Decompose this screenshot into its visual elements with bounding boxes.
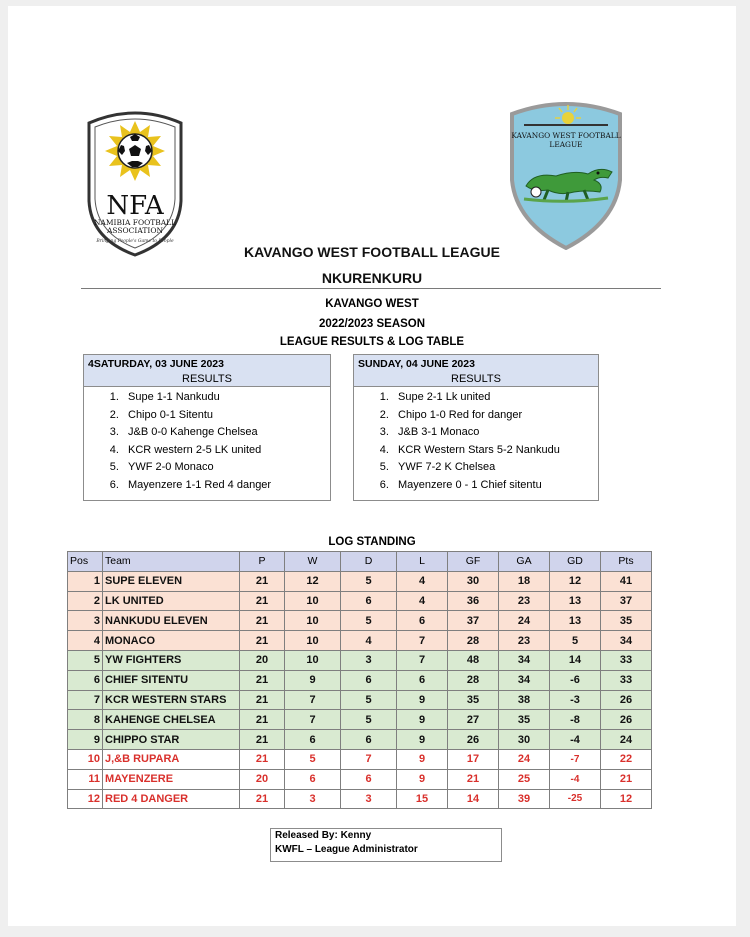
nfa-logo-slogan: Bringing People's Game to People xyxy=(96,239,174,244)
log-cell-d: 6 xyxy=(341,591,397,611)
log-cell-pos: 9 xyxy=(68,730,103,750)
log-cell-ga: 23 xyxy=(499,631,550,651)
log-cell-pts: 35 xyxy=(601,611,652,631)
log-cell-gd: 13 xyxy=(550,591,601,611)
result-item: 5. YWF 2-0 Monaco xyxy=(122,459,330,477)
kwfl-logo-line2: LEAGUE xyxy=(549,140,583,149)
result-item: 6. Mayenzere 1-1 Red 4 danger xyxy=(122,477,330,495)
result-item: 6. Mayenzere 0 - 1 Chief sitentu xyxy=(392,477,598,495)
log-cell-ga: 23 xyxy=(499,591,550,611)
log-cell-l: 4 xyxy=(397,571,448,591)
log-cell-gf: 36 xyxy=(448,591,499,611)
result-item: 4. KCR western 2-5 LK united xyxy=(122,442,330,460)
log-cell-gf: 26 xyxy=(448,730,499,750)
log-cell-w: 7 xyxy=(285,710,341,730)
log-cell-l: 6 xyxy=(397,670,448,690)
log-cell-l: 15 xyxy=(397,789,448,809)
log-cell-ga: 24 xyxy=(499,611,550,631)
log-cell-team: SUPE ELEVEN xyxy=(103,571,240,591)
log-cell-p: 21 xyxy=(240,670,285,690)
nfa-logo-name: NFA xyxy=(106,191,164,221)
divider xyxy=(81,288,661,289)
log-cell-pts: 26 xyxy=(601,690,652,710)
log-cell-ga: 35 xyxy=(499,710,550,730)
log-cell-pts: 37 xyxy=(601,591,652,611)
col-header: P xyxy=(240,552,285,572)
result-item: 1. Supe 2-1 Lk united xyxy=(392,389,598,407)
log-row xyxy=(68,749,652,769)
log-cell-w: 9 xyxy=(285,670,341,690)
log-cell-pts: 26 xyxy=(601,710,652,730)
document-title: LEAGUE RESULTS & LOG TABLE xyxy=(279,336,465,348)
log-row xyxy=(68,611,652,631)
log-cell-w: 10 xyxy=(285,611,341,631)
nfa-logo xyxy=(79,109,191,257)
col-header: Pos xyxy=(68,552,103,572)
log-row xyxy=(68,789,652,809)
log-cell-l: 9 xyxy=(397,769,448,789)
log-cell-ga: 38 xyxy=(499,690,550,710)
log-cell-team: YW FIGHTERS xyxy=(103,650,240,670)
log-cell-gd: -7 xyxy=(550,749,601,769)
log-cell-p: 21 xyxy=(240,571,285,591)
log-cell-gd: 5 xyxy=(550,631,601,651)
results-list xyxy=(354,389,598,494)
log-cell-gf: 37 xyxy=(448,611,499,631)
log-cell-d: 6 xyxy=(341,730,397,750)
log-cell-pts: 24 xyxy=(601,730,652,750)
log-cell-gd: -6 xyxy=(550,670,601,690)
log-cell-d: 5 xyxy=(341,690,397,710)
log-row xyxy=(68,690,652,710)
log-cell-pos: 6 xyxy=(68,670,103,690)
result-item: 2. Chipo 0-1 Sitentu xyxy=(122,407,330,425)
col-header: GD xyxy=(550,552,601,572)
result-item: 4. KCR Western Stars 5-2 Nankudu xyxy=(392,442,598,460)
log-cell-l: 6 xyxy=(397,611,448,631)
result-item: 1. Supe 1-1 Nankudu xyxy=(122,389,330,407)
log-cell-team: J,&B RUPARA xyxy=(103,749,240,769)
results-date: SUNDAY, 04 JUNE 2023 xyxy=(358,358,475,370)
log-cell-l: 9 xyxy=(397,690,448,710)
col-header: GA xyxy=(499,552,550,572)
log-cell-gd: 14 xyxy=(550,650,601,670)
log-cell-l: 9 xyxy=(397,730,448,750)
col-header: GF xyxy=(448,552,499,572)
log-cell-gd: -4 xyxy=(550,730,601,750)
results-heading: RESULTS xyxy=(182,373,232,385)
log-cell-pos: 3 xyxy=(68,611,103,631)
log-body xyxy=(68,571,652,809)
league-location: NKURENKURU xyxy=(321,270,423,286)
log-cell-gf: 30 xyxy=(448,571,499,591)
log-cell-gf: 48 xyxy=(448,650,499,670)
log-cell-gf: 17 xyxy=(448,749,499,769)
log-cell-ga: 30 xyxy=(499,730,550,750)
results-date: 4SATURDAY, 03 JUNE 2023 xyxy=(88,358,224,370)
col-header: Team xyxy=(103,552,240,572)
log-cell-d: 3 xyxy=(341,789,397,809)
col-header: D xyxy=(341,552,397,572)
log-cell-gd: -3 xyxy=(550,690,601,710)
log-cell-l: 9 xyxy=(397,749,448,769)
league-title: KAVANGO WEST FOOTBALL LEAGUE xyxy=(244,244,500,260)
log-row xyxy=(68,571,652,591)
log-cell-team: MAYENZERE xyxy=(103,769,240,789)
col-header: Pts xyxy=(601,552,652,572)
result-item: 3. J&B 3-1 Monaco xyxy=(392,424,598,442)
result-item: 3. J&B 0-0 Kahenge Chelsea xyxy=(122,424,330,442)
log-cell-gd: 13 xyxy=(550,611,601,631)
log-cell-pts: 12 xyxy=(601,789,652,809)
log-cell-gd: -4 xyxy=(550,769,601,789)
log-cell-l: 9 xyxy=(397,710,448,730)
log-cell-pts: 22 xyxy=(601,749,652,769)
log-cell-ga: 24 xyxy=(499,749,550,769)
log-cell-pts: 33 xyxy=(601,670,652,690)
log-cell-p: 21 xyxy=(240,591,285,611)
log-cell-w: 6 xyxy=(285,730,341,750)
log-cell-pos: 1 xyxy=(68,571,103,591)
log-cell-p: 21 xyxy=(240,710,285,730)
log-row xyxy=(68,769,652,789)
log-cell-team: LK UNITED xyxy=(103,591,240,611)
log-cell-w: 10 xyxy=(285,650,341,670)
log-cell-gf: 28 xyxy=(448,670,499,690)
log-cell-gf: 28 xyxy=(448,631,499,651)
log-cell-l: 7 xyxy=(397,650,448,670)
log-cell-p: 20 xyxy=(240,650,285,670)
log-cell-w: 7 xyxy=(285,690,341,710)
log-cell-gd: -25 xyxy=(550,789,601,809)
log-cell-ga: 39 xyxy=(499,789,550,809)
log-cell-team: CHIEF SITENTU xyxy=(103,670,240,690)
results-saturday xyxy=(83,354,331,501)
log-cell-d: 5 xyxy=(341,710,397,730)
log-cell-team: KCR WESTERN STARS xyxy=(103,690,240,710)
log-cell-gd: 12 xyxy=(550,571,601,591)
log-title: LOG STANDING xyxy=(328,536,416,548)
log-cell-l: 7 xyxy=(397,631,448,651)
log-row xyxy=(68,631,652,651)
results-sunday xyxy=(353,354,599,501)
log-cell-d: 4 xyxy=(341,631,397,651)
col-header: L xyxy=(397,552,448,572)
log-cell-gf: 27 xyxy=(448,710,499,730)
log-cell-w: 5 xyxy=(285,749,341,769)
log-cell-w: 12 xyxy=(285,571,341,591)
log-cell-w: 10 xyxy=(285,631,341,651)
log-cell-p: 21 xyxy=(240,730,285,750)
log-cell-p: 21 xyxy=(240,611,285,631)
result-item: 5. YWF 7-2 K Chelsea xyxy=(392,459,598,477)
kwfl-logo xyxy=(504,100,628,250)
log-row xyxy=(68,670,652,690)
log-cell-pos: 8 xyxy=(68,710,103,730)
log-cell-w: 6 xyxy=(285,769,341,789)
log-cell-pos: 2 xyxy=(68,591,103,611)
season-title: 2022/2023 SEASON xyxy=(318,318,426,330)
log-cell-d: 5 xyxy=(341,611,397,631)
log-cell-team: RED 4 DANGER xyxy=(103,789,240,809)
log-row xyxy=(68,730,652,750)
log-cell-pts: 34 xyxy=(601,631,652,651)
log-cell-w: 3 xyxy=(285,789,341,809)
log-cell-d: 6 xyxy=(341,670,397,690)
log-cell-p: 21 xyxy=(240,690,285,710)
document-page xyxy=(8,6,736,926)
log-cell-ga: 25 xyxy=(499,769,550,789)
log-cell-pos: 7 xyxy=(68,690,103,710)
log-cell-gd: -8 xyxy=(550,710,601,730)
region-title: KAVANGO WEST xyxy=(325,298,419,310)
log-cell-pts: 21 xyxy=(601,769,652,789)
log-cell-team: CHIPPO STAR xyxy=(103,730,240,750)
log-cell-d: 7 xyxy=(341,749,397,769)
log-cell-team: MONACO xyxy=(103,631,240,651)
log-header-row xyxy=(68,552,652,572)
log-cell-ga: 34 xyxy=(499,670,550,690)
log-cell-pos: 5 xyxy=(68,650,103,670)
log-cell-pts: 33 xyxy=(601,650,652,670)
log-cell-pos: 11 xyxy=(68,769,103,789)
log-cell-ga: 18 xyxy=(499,571,550,591)
results-list xyxy=(84,389,330,494)
football-icon xyxy=(531,187,541,197)
log-cell-p: 21 xyxy=(240,749,285,769)
log-cell-d: 5 xyxy=(341,571,397,591)
log-cell-pos: 12 xyxy=(68,789,103,809)
log-row xyxy=(68,650,652,670)
log-cell-p: 21 xyxy=(240,631,285,651)
log-row xyxy=(68,591,652,611)
released-by: Released By: Kenny xyxy=(275,830,372,841)
log-row xyxy=(68,710,652,730)
administrator: KWFL – League Administrator xyxy=(275,844,418,855)
log-cell-pos: 10 xyxy=(68,749,103,769)
results-heading: RESULTS xyxy=(451,373,501,385)
log-cell-d: 6 xyxy=(341,769,397,789)
log-cell-gf: 35 xyxy=(448,690,499,710)
result-item: 2. Chipo 1-0 Red for danger xyxy=(392,407,598,425)
kwfl-logo-line1: KAVANGO WEST FOOTBALL xyxy=(511,131,621,140)
log-cell-team: NANKUDU ELEVEN xyxy=(103,611,240,631)
log-cell-p: 21 xyxy=(240,789,285,809)
log-cell-w: 10 xyxy=(285,591,341,611)
col-header: W xyxy=(285,552,341,572)
log-table xyxy=(67,551,652,809)
log-cell-pos: 4 xyxy=(68,631,103,651)
log-cell-ga: 34 xyxy=(499,650,550,670)
log-cell-team: KAHENGE CHELSEA xyxy=(103,710,240,730)
log-cell-gf: 21 xyxy=(448,769,499,789)
results-header xyxy=(84,355,330,387)
log-cell-pts: 41 xyxy=(601,571,652,591)
nfa-logo-line2: ASSOCIATION xyxy=(106,226,164,235)
release-box xyxy=(270,828,502,862)
log-cell-l: 4 xyxy=(397,591,448,611)
log-cell-gf: 14 xyxy=(448,789,499,809)
nfa-logo-line1: NAMIBIA FOOTBALL xyxy=(93,218,177,227)
log-cell-d: 3 xyxy=(341,650,397,670)
log-cell-p: 20 xyxy=(240,769,285,789)
results-header xyxy=(354,355,598,387)
